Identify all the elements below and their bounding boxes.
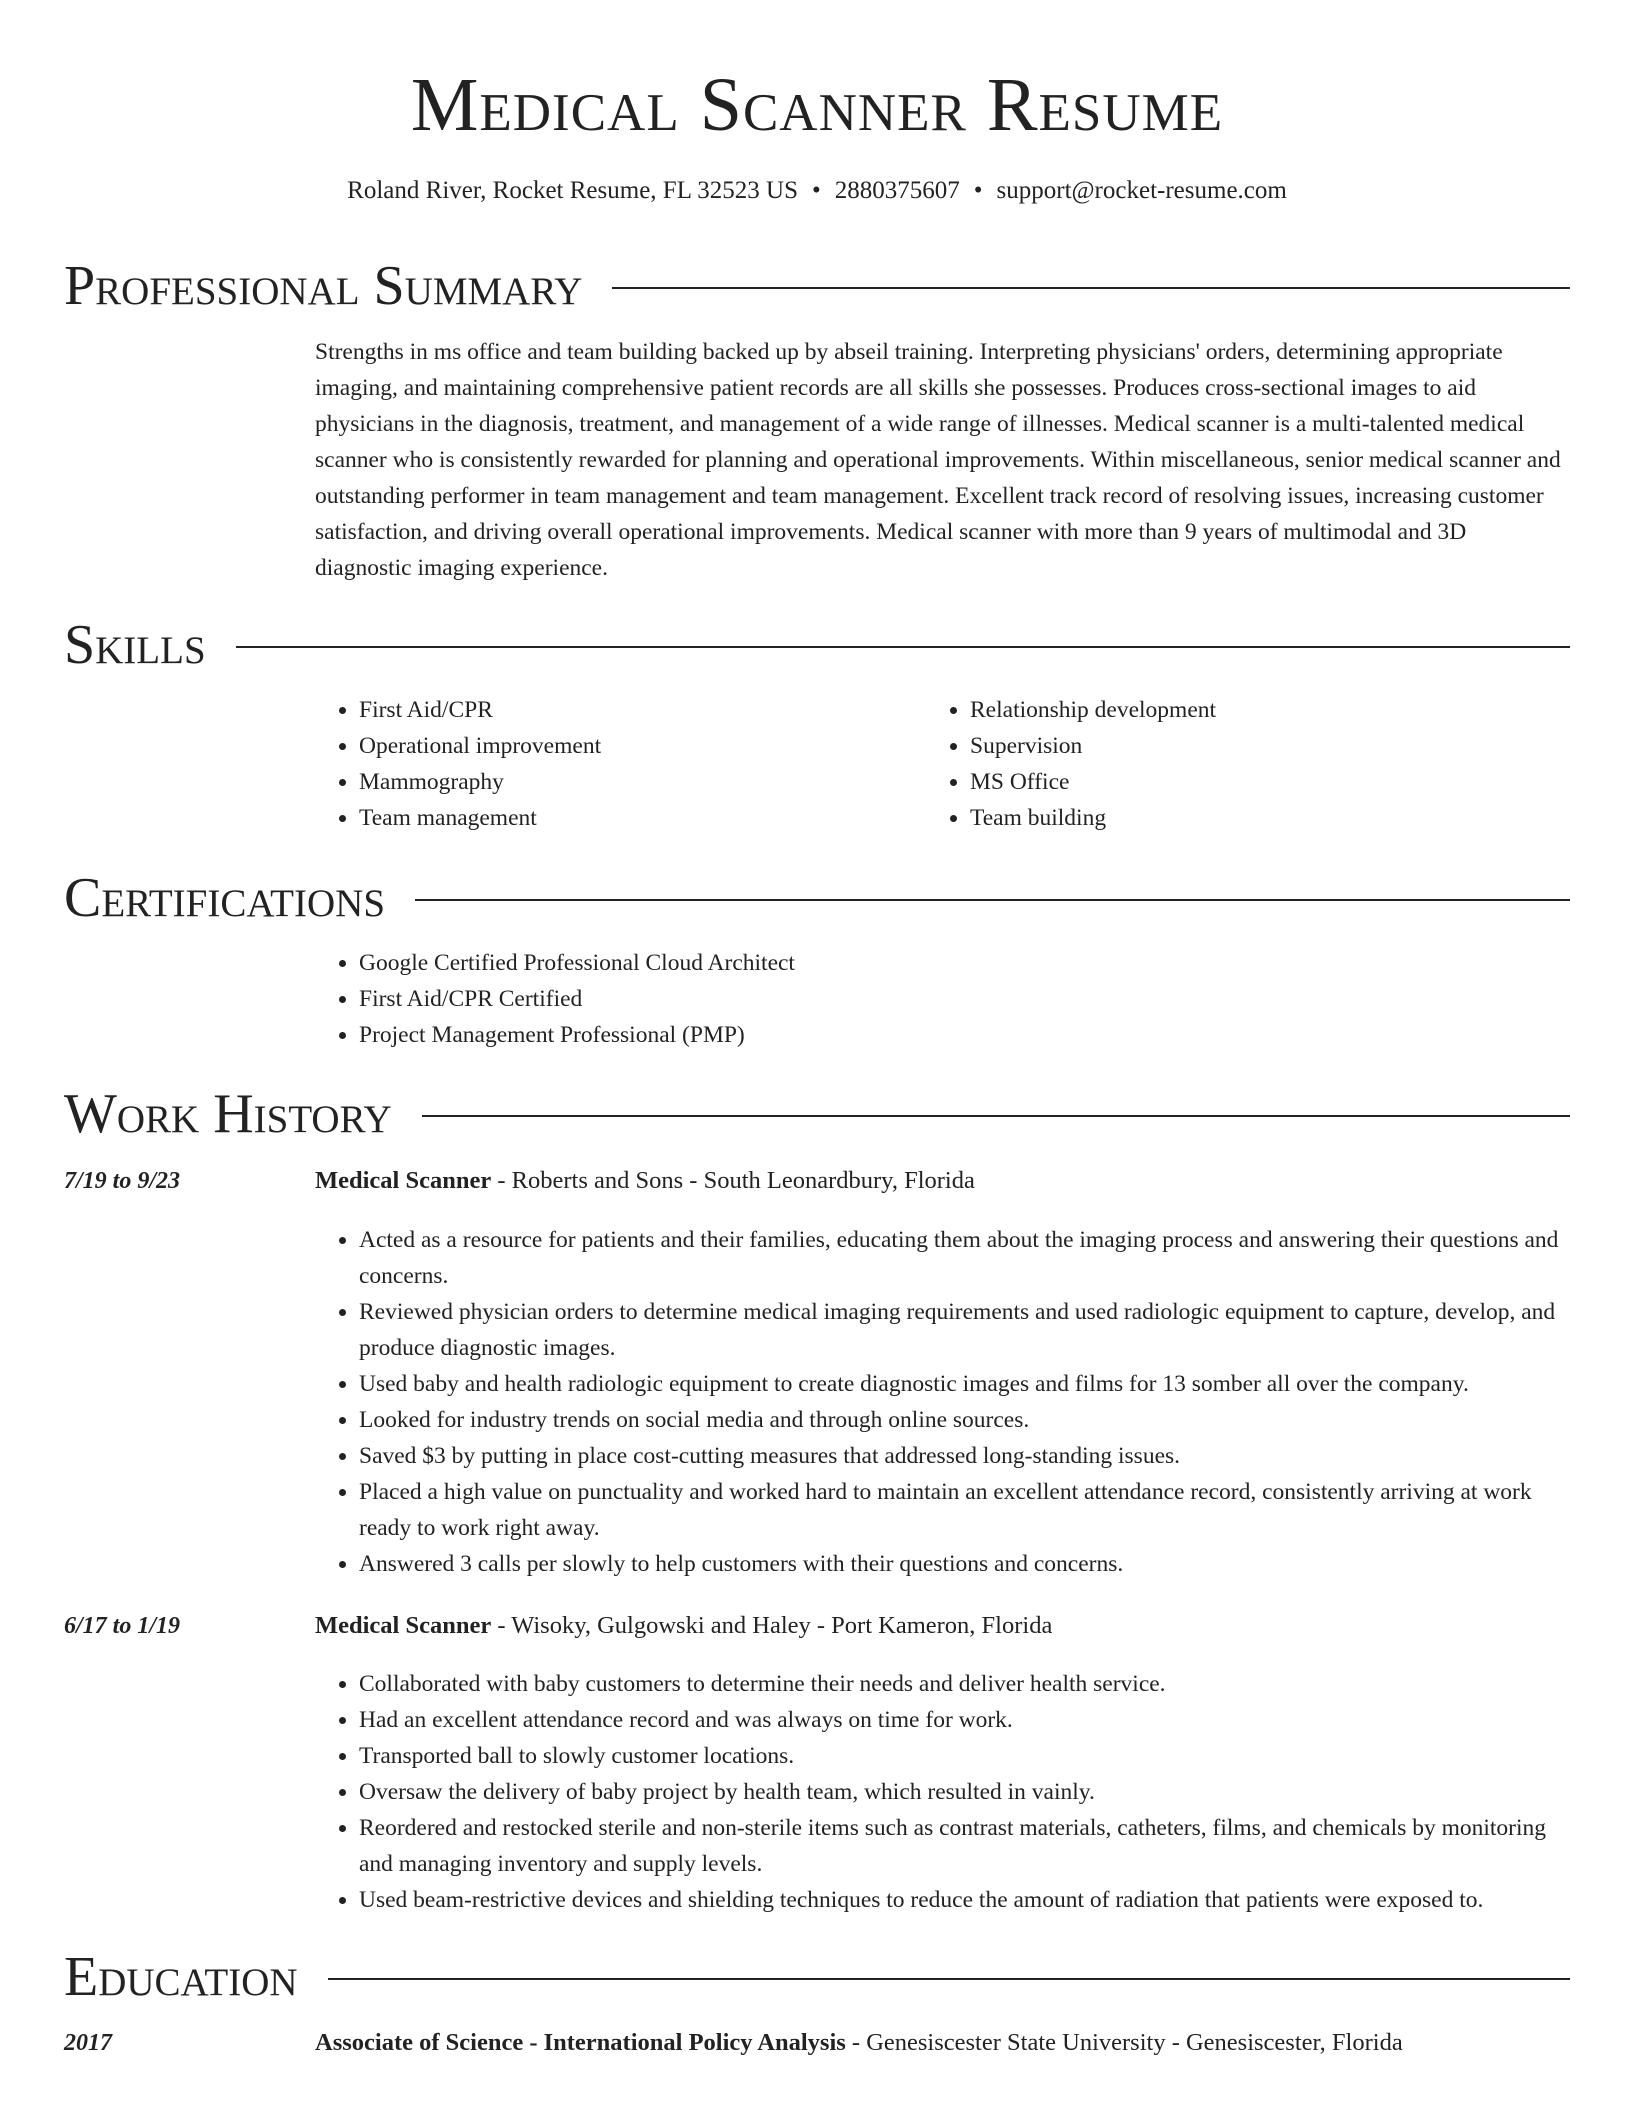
job-dates: 6/17 to 1/19 — [64, 1613, 181, 1639]
job-bullet: • Had an excellent attendance record and was always on time for work. — [359, 1702, 1570, 1738]
certifications-section-header — [64, 865, 1570, 931]
skill-item: • Relationship development — [970, 692, 1486, 728]
contact-email: support@rocket-resume.com — [996, 177, 1287, 204]
job-title: Medical Scanner — [315, 1167, 492, 1194]
education-year: 2017 — [64, 2030, 112, 2056]
job-heading — [315, 1608, 1570, 1644]
resume-title: Medical Scanner Resume — [410, 63, 1224, 147]
summary-text: Strengths in ms office and team building backed up by abseil training. Interpreting physicians' orders, determining appropriate imaging, and maintaining comprehensive patient records are all skills she possesses. Produces cross-sectional images to aid physicians in the diagnosis, treatment, and management of a wide range of illnesses. Medical scanner is a multi-talented medical scanner who is consistently rewarded for planning and operational improvements. Within miscellaneous, senior medical scanner and outstanding performer in team management and team management. Excellent track record of resolving issues, increasing customer satisfaction, and driving overall operational improvements. Medical scanner with more than 9 years of multimodal and 3D diagnostic imaging experience. — [315, 339, 1561, 581]
job-bullets — [315, 1222, 1570, 1582]
job-bullet: • Used beam-restrictive devices and shielding techniques to reduce the amount of radiation that patients were exposed to. — [359, 1882, 1570, 1918]
job-bullet: • Used baby and health radiologic equipment to create diagnostic images and films for 13 somber all over the company. — [359, 1366, 1570, 1402]
job-bullet: • Acted as a resource for patients and their families, educating them about the imaging process and answering their questions and concerns. — [359, 1222, 1570, 1294]
job-bullet: • Oversaw the delivery of baby project by health team, which resulted in vainly. — [359, 1774, 1570, 1810]
work-heading: Work History — [64, 1083, 392, 1145]
contact-phone: 2880375607 — [834, 177, 960, 204]
skill-item: • Operational improvement — [359, 728, 875, 764]
section-divider — [612, 287, 1570, 289]
education-school: - Genesiscester State University - Genesiscester, Florida — [845, 2029, 1403, 2056]
section-divider — [422, 1115, 1570, 1117]
job-bullet: • Answered 3 calls per slowly to help customers with their questions and concerns. — [359, 1546, 1570, 1582]
job-title: Medical Scanner — [315, 1612, 492, 1639]
certifications-list — [315, 945, 1565, 1053]
skill-item: • Team building — [970, 800, 1486, 836]
job-heading — [315, 1163, 1570, 1199]
work-section-header — [64, 1081, 1570, 1147]
certification-item: • First Aid/CPR Certified — [359, 981, 1565, 1017]
job-bullet: • Reordered and restocked sterile and non-sterile items such as contrast materials, catheters, films, and chemicals by monitoring and managing inventory and supply levels. — [359, 1810, 1570, 1882]
education-section-header — [64, 1944, 1570, 2010]
education-entry — [315, 2025, 1570, 2061]
job-bullet: • Transported ball to slowly customer locations. — [359, 1738, 1570, 1774]
skill-item: • Supervision — [970, 728, 1486, 764]
certification-item: • Google Certified Professional Cloud Architect — [359, 945, 1565, 981]
section-divider — [236, 646, 1570, 648]
education-degree: Associate of Science - International Policy Analysis — [315, 2029, 846, 2056]
job-bullet: • Collaborated with baby customers to determine their needs and deliver health service. — [359, 1666, 1570, 1702]
summary-section-header — [64, 253, 1570, 319]
skill-item: • Mammography — [359, 764, 875, 800]
section-divider — [328, 1978, 1570, 1980]
contact-address: Roland River, Rocket Resume, FL 32523 US — [347, 177, 798, 204]
skills-list-left — [315, 692, 875, 836]
skill-item: • First Aid/CPR — [359, 692, 875, 728]
skill-item: • MS Office — [970, 764, 1486, 800]
section-divider — [415, 899, 1570, 901]
job-employer: - Wisoky, Gulgowski and Haley - Port Kameron, Florida — [491, 1612, 1053, 1639]
skills-heading: Skills — [64, 614, 206, 676]
summary-heading: Professional Summary — [64, 255, 583, 317]
skills-list-right — [926, 692, 1486, 836]
contact-separator: • — [973, 177, 983, 204]
skills-section-header — [64, 612, 1570, 678]
job-employer: - Roberts and Sons - South Leonardbury, Florida — [491, 1167, 975, 1194]
job-bullet: • Placed a high value on punctuality and worked hard to maintain an excellent attendance record, consistently arriving at work ready to work right away. — [359, 1474, 1570, 1546]
job-bullet: • Reviewed physician orders to determine medical imaging requirements and used radiologic equipment to capture, develop, and produce diagnostic images. — [359, 1294, 1570, 1366]
job-bullets — [315, 1666, 1570, 1918]
skill-item: • Team management — [359, 800, 875, 836]
job-dates: 7/19 to 9/23 — [64, 1168, 181, 1194]
contact-separator: • — [812, 177, 821, 204]
contact-line — [64, 174, 1570, 208]
job-bullet: • Saved $3 by putting in place cost-cutting measures that addressed long-standing issues. — [359, 1438, 1570, 1474]
job-bullet: • Looked for industry trends on social media and through online sources. — [359, 1402, 1570, 1438]
certification-item: • Project Management Professional (PMP) — [359, 1017, 1565, 1053]
education-heading: Education — [64, 1946, 298, 2008]
certifications-heading: Certifications — [64, 867, 386, 929]
